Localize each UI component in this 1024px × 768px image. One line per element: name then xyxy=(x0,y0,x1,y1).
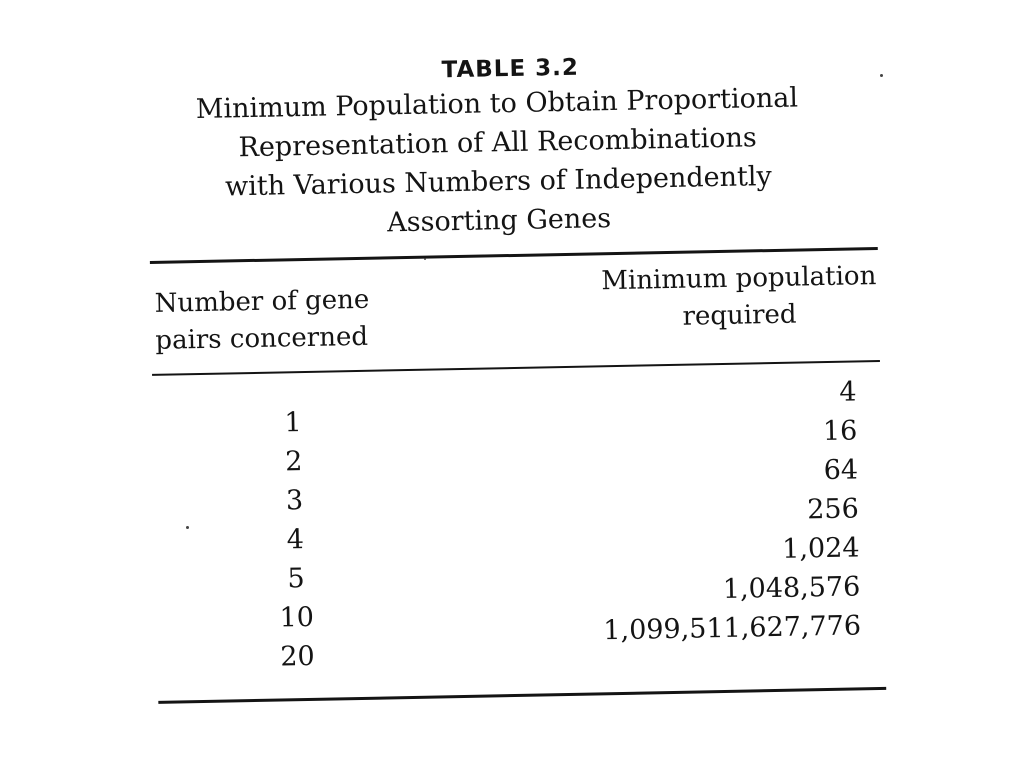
cell-gene-pairs: 3 xyxy=(285,485,304,517)
scan-speck xyxy=(880,74,883,77)
table-header xyxy=(150,261,879,360)
cell-population: 1,024 xyxy=(781,532,860,565)
cell-population: 16 xyxy=(822,415,858,448)
cell-population: 256 xyxy=(806,493,860,526)
caption-line: with Various Numbers of Independently xyxy=(224,161,773,203)
cell-gene-pairs: 2 xyxy=(284,446,303,478)
cell-population: 1,048,576 xyxy=(722,571,861,606)
table-block xyxy=(146,49,886,704)
cell-population: 4 xyxy=(839,376,857,408)
header-minimum-population xyxy=(601,258,880,351)
table-body xyxy=(152,372,885,679)
gene-pairs-column xyxy=(152,381,438,679)
cell-gene-pairs: 20 xyxy=(280,640,315,673)
header-line: Number of gene xyxy=(154,284,370,319)
table-label: TABLE 3.2 xyxy=(441,54,580,84)
cell-gene-pairs: 5 xyxy=(287,563,305,595)
header-gene-pairs xyxy=(150,282,370,360)
header-line: required xyxy=(682,299,797,332)
caption-line: Assorting Genes xyxy=(386,203,612,239)
cell-gene-pairs: 4 xyxy=(286,524,305,556)
caption-line: Representation of All Recombinations xyxy=(238,122,758,164)
cell-gene-pairs: 10 xyxy=(279,601,315,634)
header-line: Minimum population xyxy=(601,261,877,297)
cell-population: 64 xyxy=(823,454,859,487)
cell-population: 1,099,511,627,776 xyxy=(603,610,862,647)
scan-speck xyxy=(424,258,426,260)
bottom-rule xyxy=(158,687,886,704)
header-line: pairs concerned xyxy=(155,321,369,356)
population-column xyxy=(599,372,886,670)
table-caption xyxy=(147,78,850,247)
scan-speck xyxy=(186,526,189,529)
cell-gene-pairs: 1 xyxy=(284,407,302,439)
caption-line: Minimum Population to Obtain Proportional xyxy=(195,82,799,126)
